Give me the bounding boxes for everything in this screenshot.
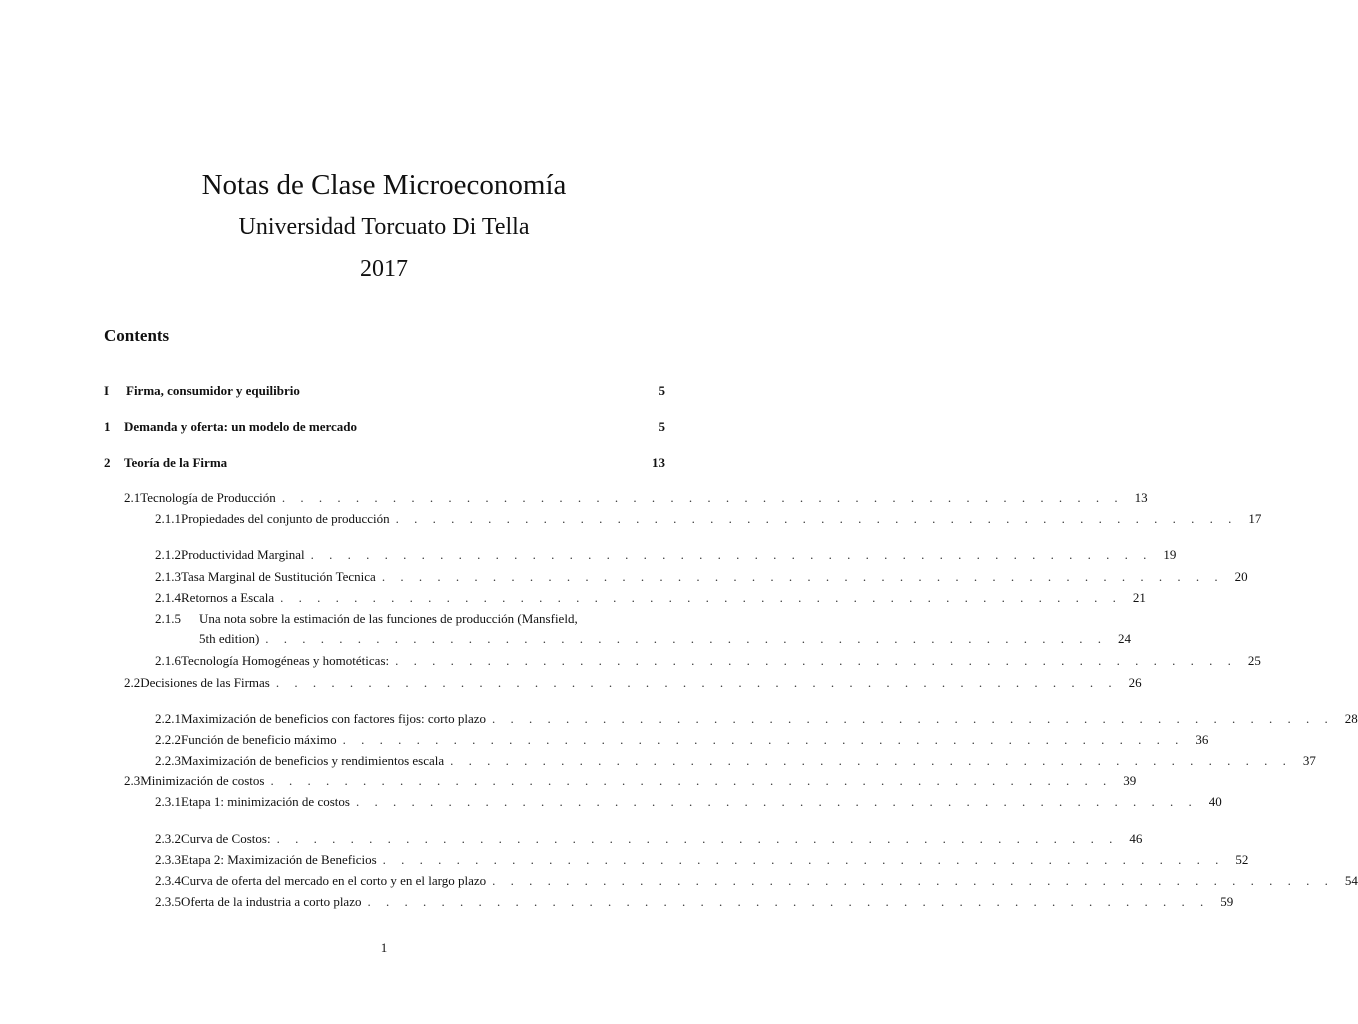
toc-leader: . . . . . . . . . . . . . . . . . . . . . . . . . . . . . . . . . . . . . . . . . . . . . .: [395, 653, 1237, 668]
toc-label: Productividad Marginal: [181, 547, 305, 562]
toc-page: 46: [1129, 831, 1143, 846]
title-block: [0, 164, 768, 290]
toc-page: 5: [658, 419, 665, 434]
toc-number: 2.3.5: [155, 894, 181, 909]
toc-label: Etapa 1: minimización de costos: [181, 794, 350, 809]
toc-number: 2.1.6: [155, 653, 181, 668]
toc-entry-subsection-2-3-3[interactable]: [155, 851, 1249, 869]
document-title: Notas de Clase Microeconomía: [201, 169, 567, 201]
toc-entry-chapter-2[interactable]: [104, 454, 665, 472]
toc-entry-subsection-2-3-5[interactable]: [155, 893, 1234, 911]
toc-leader: [363, 418, 641, 436]
toc-label: Maximización de beneficios con factores fijos: corto plazo: [181, 711, 487, 726]
toc-entry-subsection-2-1-6[interactable]: [155, 652, 1261, 670]
toc-number: 2.3: [124, 773, 141, 788]
toc-number: 2.1.1: [155, 511, 181, 526]
toc-leader: . . . . . . . . . . . . . . . . . . . . . . . . . . . . . . . . . . . . . . . . . . . . . .: [492, 711, 1334, 726]
toc-page: 54: [1344, 873, 1358, 888]
toc-entry-subsection-2-2-2[interactable]: [155, 731, 1209, 749]
toc-page: 24: [1118, 631, 1132, 646]
toc-leader: . . . . . . . . . . . . . . . . . . . . . . . . . . . . . . . . . . . . . . . . . . . . . .: [382, 852, 1225, 867]
toc-number: 2.1.3: [155, 569, 181, 584]
toc-page: 26: [1128, 675, 1142, 690]
toc-entry-subsection-2-3-1[interactable]: [155, 793, 1222, 811]
toc-leader: . . . . . . . . . . . . . . . . . . . . . . . . . . . . . . . . . . . . . . . . . . . . . .: [492, 873, 1334, 888]
toc-page: 19: [1163, 547, 1177, 562]
toc-leader: . . . . . . . . . . . . . . . . . . . . . . . . . . . . . . . . . . . . . . . . . . . . . .: [276, 831, 1119, 846]
toc-number: 2: [104, 455, 111, 470]
toc-leader: . . . . . . . . . . . . . . . . . . . . . . . . . . . . . . . . . . . . . . . . . . . . . .: [265, 631, 1108, 646]
toc-label: Función de beneficio máximo: [181, 732, 337, 747]
toc-leader: . . . . . . . . . . . . . . . . . . . . . . . . . . . . . . . . . . . . . . . . . . . . . .: [355, 794, 1198, 809]
toc-page: 40: [1208, 794, 1222, 809]
toc-entry-section-2-1[interactable]: [124, 489, 1148, 507]
toc-label: Una nota sobre la estimación de las funciones de producción (Mansfield,: [199, 611, 578, 626]
toc-entry-subsection-2-2-3[interactable]: [155, 752, 1316, 770]
toc-entry-subsection-2-3-2[interactable]: [155, 830, 1143, 848]
toc-label: Curva de Costos:: [181, 831, 271, 846]
toc-number: 1: [104, 419, 111, 434]
toc-leader: . . . . . . . . . . . . . . . . . . . . . . . . . . . . . . . . . . . . . . . . . . . . . .: [270, 773, 1113, 788]
toc-page: 5: [658, 383, 665, 398]
toc-page: 17: [1248, 511, 1262, 526]
toc-label: Propiedades del conjunto de producción: [181, 511, 390, 526]
toc-label-continued: 5th edition): [199, 631, 260, 646]
toc-page: 20: [1234, 569, 1248, 584]
toc-number: 2.2.3: [155, 753, 181, 768]
toc-label: Tecnología Homogéneas y homotéticas:: [181, 653, 390, 668]
toc-label: Decisiones de las Firmas: [140, 675, 270, 690]
toc-entry-chapter-1[interactable]: [104, 418, 665, 436]
toc-entry-subsection-2-1-4[interactable]: [155, 589, 1146, 607]
toc-entry-section-2-2[interactable]: [124, 674, 1142, 692]
toc-entry-part-1[interactable]: [104, 382, 665, 400]
toc-page: 21: [1132, 590, 1146, 605]
toc-leader: . . . . . . . . . . . . . . . . . . . . . . . . . . . . . . . . . . . . . . . . . . . . . .: [367, 894, 1210, 909]
toc-page: 28: [1344, 711, 1358, 726]
toc-label: Maximización de beneficios y rendimientos escala: [181, 753, 445, 768]
toc-leader: . . . . . . . . . . . . . . . . . . . . . . . . . . . . . . . . . . . . . . . . . . . . . .: [281, 490, 1124, 505]
toc-label: Firma, consumidor y equilibrio: [126, 383, 300, 398]
toc-number: I: [104, 383, 110, 398]
toc-entry-subsection-2-1-3[interactable]: [155, 568, 1248, 586]
toc-leader: . . . . . . . . . . . . . . . . . . . . . . . . . . . . . . . . . . . . . . . . . . . . . .: [280, 590, 1122, 605]
toc-label: Teoría de la Firma: [124, 455, 228, 470]
toc-leader: . . . . . . . . . . . . . . . . . . . . . . . . . . . . . . . . . . . . . . . . . . . . . .: [381, 569, 1224, 584]
toc-entry-subsection-2-1-5[interactable]: [155, 610, 665, 628]
toc-page: 36: [1195, 732, 1209, 747]
toc-number: 2.1: [124, 490, 141, 505]
toc-leader: . . . . . . . . . . . . . . . . . . . . . . . . . . . . . . . . . . . . . . . . . . . . . .: [310, 547, 1153, 562]
toc-label: Tecnología de Producción: [140, 490, 276, 505]
institution-name: Universidad Torcuato Di Tella: [238, 214, 530, 240]
toc-label: Curva de oferta del mercado en el corto y en el largo plazo: [181, 873, 487, 888]
toc-number: 2.2.2: [155, 732, 181, 747]
toc-leader: [233, 454, 641, 472]
toc-label: Tasa Marginal de Sustitución Tecnica: [181, 569, 376, 584]
toc-page: 59: [1220, 894, 1234, 909]
toc-entry-subsection-2-1-2[interactable]: [155, 546, 1177, 564]
toc-page: 52: [1235, 852, 1249, 867]
toc-label: Minimización de costos: [140, 773, 265, 788]
document-year: 2017: [360, 256, 408, 282]
toc-number: 2.2.1: [155, 711, 181, 726]
toc-entry-section-2-3[interactable]: [124, 772, 1137, 790]
toc-entry-subsection-2-2-1[interactable]: [155, 710, 1358, 728]
toc-leader: [306, 382, 641, 400]
toc-number: 2.1.4: [155, 590, 181, 605]
toc-leader: . . . . . . . . . . . . . . . . . . . . . . . . . . . . . . . . . . . . . . . . . . . . . .: [275, 675, 1118, 690]
toc-number: 2.3.3: [155, 852, 181, 867]
toc-entry-subsection-2-1-1[interactable]: [155, 510, 1262, 528]
toc-number: 2.3.4: [155, 873, 181, 888]
toc-leader: . . . . . . . . . . . . . . . . . . . . . . . . . . . . . . . . . . . . . . . . . . . . . .: [450, 753, 1292, 768]
toc-number: 2.3.2: [155, 831, 181, 846]
toc-page: 13: [652, 455, 665, 470]
toc-entry-subsection-2-3-4[interactable]: [155, 872, 1358, 890]
toc-number: 2.3.1: [155, 794, 181, 809]
toc-number: 2.1.5: [155, 611, 181, 626]
page-number: 1: [380, 940, 388, 955]
toc-page: 13: [1134, 490, 1148, 505]
toc-page: 25: [1247, 653, 1261, 668]
toc-entry-subsection-2-1-5-continued[interactable]: [199, 630, 1132, 648]
contents-heading: Contents: [104, 326, 170, 345]
toc-page: 37: [1302, 753, 1316, 768]
toc-label: Oferta de la industria a corto plazo: [181, 894, 362, 909]
toc-label: Retornos a Escala: [181, 590, 275, 605]
toc-page: 39: [1123, 773, 1137, 788]
toc-leader: . . . . . . . . . . . . . . . . . . . . . . . . . . . . . . . . . . . . . . . . . . . . . .: [395, 511, 1238, 526]
toc-label: Demanda y oferta: un modelo de mercado: [124, 419, 358, 434]
toc-label: Etapa 2: Maximización de Beneficios: [181, 852, 377, 867]
toc-number: 2.1.2: [155, 547, 181, 562]
toc-number: 2.2: [124, 675, 141, 690]
toc-leader: . . . . . . . . . . . . . . . . . . . . . . . . . . . . . . . . . . . . . . . . . . . . . .: [342, 732, 1185, 747]
